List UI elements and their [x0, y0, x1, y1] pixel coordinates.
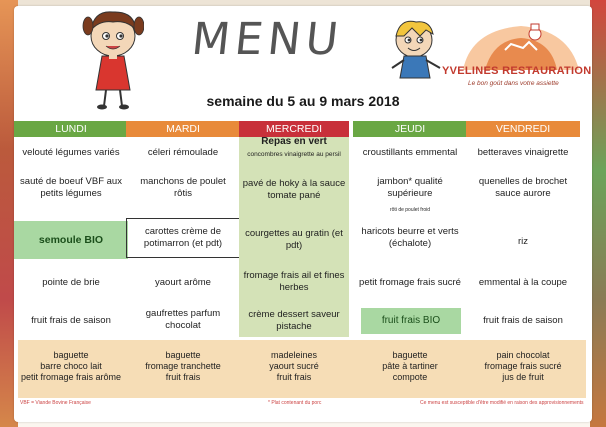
- snack-vendredi: pain chocolat fromage frais sucré jus de fruit: [484, 349, 562, 382]
- day-column-mercredi: [239, 121, 349, 341]
- day-header: LUNDI: [14, 121, 128, 137]
- menu-item: fruit frais de saison: [483, 315, 563, 326]
- menu-item-bio: fruit frais BIO: [361, 308, 461, 334]
- day-header: MERCREDI: [239, 121, 349, 137]
- menu-item: riz: [517, 236, 529, 247]
- menu-item: pointe de brie: [42, 277, 100, 288]
- menu-item: gaufrettes parfum chocolat: [145, 308, 221, 331]
- menu-item: emmental à la coupe: [478, 277, 568, 288]
- menu-item: velouté légumes variés: [22, 147, 120, 158]
- footer-note-changes: Ce menu est susceptible d'être modifié en raison des approvisionnements: [420, 400, 584, 406]
- special-label: Repas en vert: [261, 136, 327, 147]
- menu-item: fromage frais ail et fines herbes: [243, 270, 345, 293]
- snack-mercredi: madeleines yaourt sucré fruit frais: [269, 349, 319, 382]
- boy-illustration: [386, 14, 446, 86]
- day-column-vendredi: [466, 121, 584, 341]
- menu-item: yaourt arôme: [155, 277, 211, 288]
- menu-item: courgettes au gratin (et pdt): [245, 228, 343, 251]
- day-column-jeudi: [353, 121, 467, 341]
- menu-item: pavé de hoky à la sauce tomate pané: [242, 178, 346, 201]
- menu-item: sauté de boeuf VBF aux petits légumes: [20, 176, 122, 199]
- menu-item: jambon* qualité supérieure: [377, 176, 443, 199]
- day-header: VENDREDI: [466, 121, 580, 137]
- footer-note-pork: * Plat contenant du porc: [268, 400, 322, 406]
- menu-item: haricots beurre et verts (échalote): [361, 226, 459, 249]
- menu-item: crème dessert saveur pistache: [248, 309, 340, 332]
- brand-name: YVELINES RESTAURATION: [442, 65, 592, 77]
- snack-jeudi: baguette pâte à tartiner compote: [382, 349, 438, 382]
- menu-item: manchons de poulet rôtis: [140, 176, 226, 199]
- page-title: MENU: [189, 14, 346, 65]
- footer-note-vbf: VBF = Viande Bovine Française: [20, 400, 91, 406]
- menu-item: quenelles de brochet sauce aurore: [478, 176, 568, 199]
- week-title: semaine du 5 au 9 mars 2018: [206, 93, 400, 109]
- menu-item: croustillants emmental: [362, 147, 458, 158]
- brand-tagline: Le bon goût dans votre assiette: [468, 80, 559, 87]
- day-column-lundi: [14, 121, 128, 341]
- menu-item-note: rôti de poulet froid: [389, 207, 431, 213]
- snack-mardi: baguette fromage tranchette fruit frais: [145, 349, 221, 382]
- day-header: MARDI: [126, 121, 240, 137]
- menu-item: petit fromage frais sucré: [359, 277, 461, 288]
- menu-item: fruit frais de saison: [31, 315, 111, 326]
- menu-item-bio: semoule BIO: [14, 221, 128, 259]
- snack-lundi: baguette barre choco lait petit fromage frais arôme: [20, 349, 122, 382]
- menu-item: betteraves vinaigrette: [477, 147, 569, 158]
- menu-item-highlight: carottes crème de potimarron (et pdt): [126, 218, 240, 258]
- menu-item: céleri rémoulade: [147, 147, 219, 158]
- menu-item: concombres vinaigrette au persil: [247, 151, 341, 158]
- day-column-mardi: [126, 121, 240, 341]
- day-header: JEUDI: [353, 121, 467, 137]
